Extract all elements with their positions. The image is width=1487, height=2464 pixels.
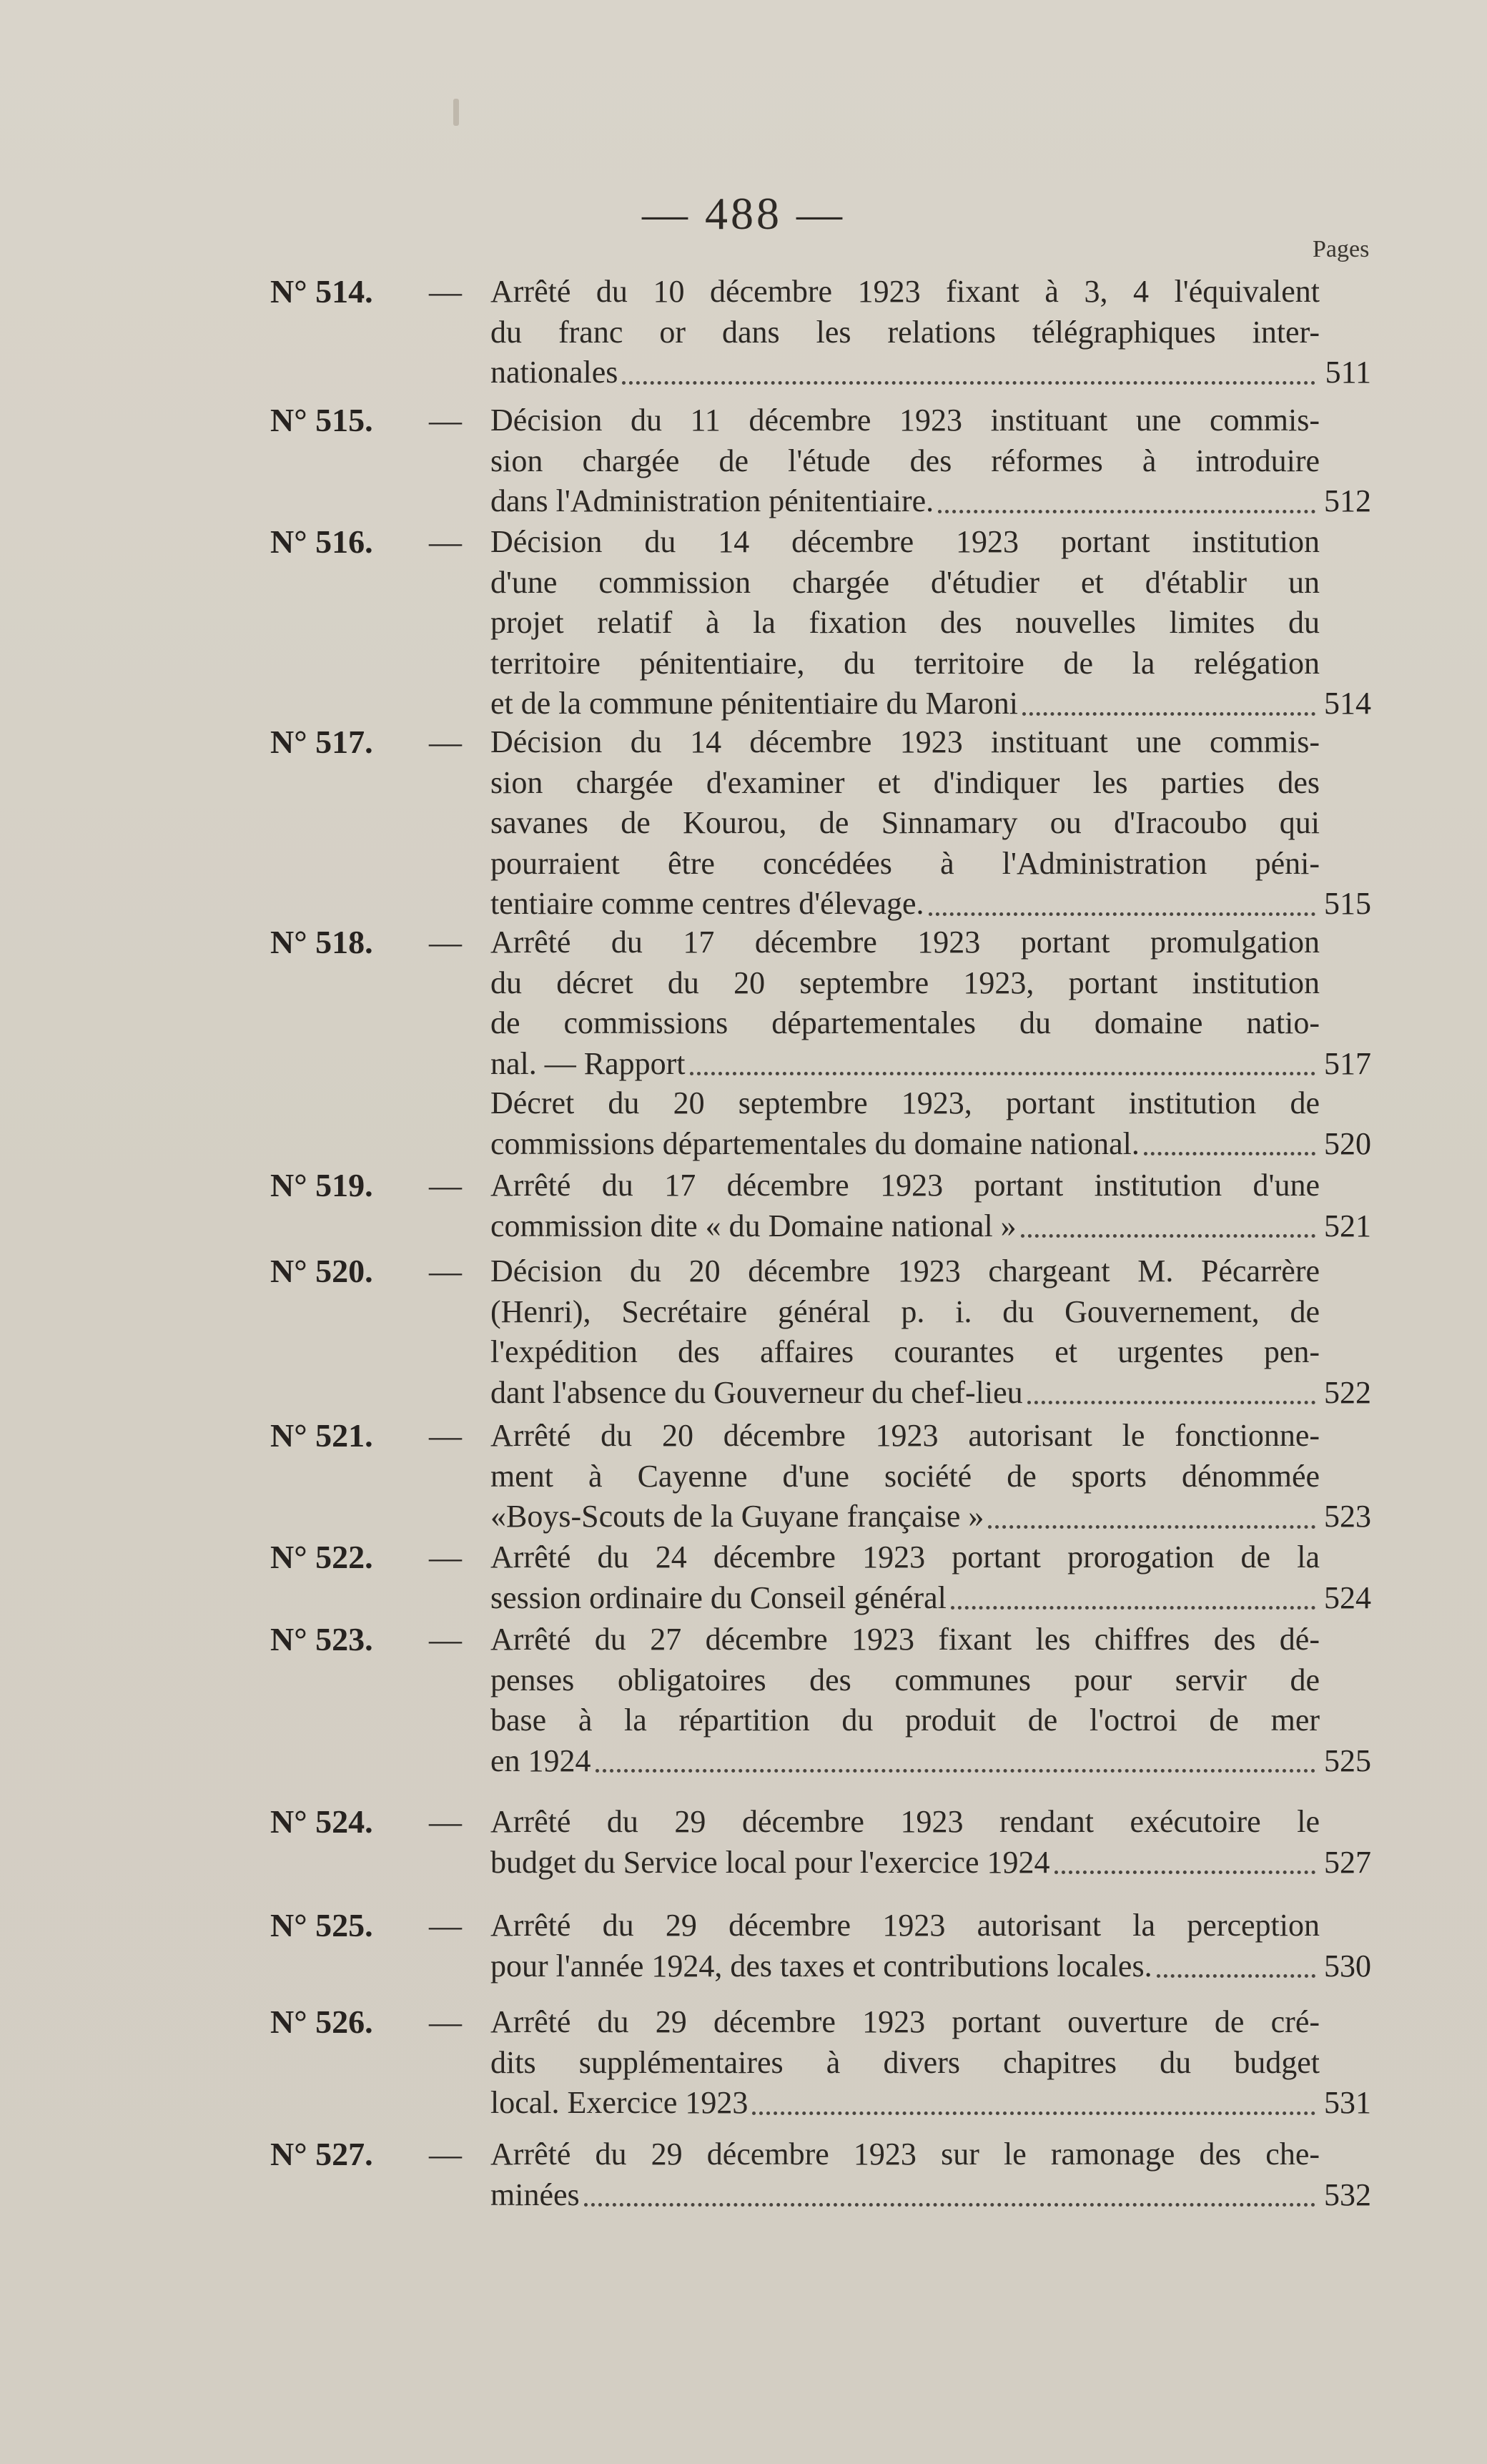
entry-title: [490, 272, 1320, 393]
entry-title-line: territoire pénitentiaire, du territoire de la relégation: [490, 645, 1320, 681]
entry-title-line: sion chargée d'examiner et d'indiquer les parties des: [490, 764, 1320, 800]
entry-title: [490, 922, 1320, 1084]
entry-title-line: ment à Cayenne d'une société de sports dénommée: [490, 1458, 1320, 1494]
entry-page-number: 517: [1324, 1045, 1371, 1081]
entry-title-line: [490, 1044, 1320, 1085]
entry-number: N° 515.: [270, 402, 373, 438]
entry-number: N° 520.: [270, 1253, 373, 1289]
entry-title-text: session ordinaire du Conseil général: [490, 1580, 947, 1615]
entry-title: [490, 1537, 1320, 1618]
dot-leader: [690, 1072, 1315, 1075]
entry-page-number: 520: [1324, 1125, 1371, 1161]
entry-title-line: de commissions départementales du domaine natio-: [490, 1005, 1320, 1040]
entry-title-text: nationales: [490, 355, 618, 390]
entry-number: N° 523.: [270, 1621, 373, 1657]
entry-number: N° 522.: [270, 1539, 373, 1575]
entry-title-line: Arrêté du 20 décembre 1923 autorisant le fonctionne-: [490, 1418, 1320, 1453]
entry-page-number: 512: [1324, 483, 1371, 518]
entry-dash: —: [429, 523, 462, 560]
entry-dash: —: [429, 1167, 462, 1203]
entry-title-line: base à la répartition du produit de l'octroi de mer: [490, 1702, 1320, 1738]
entry-title: [490, 722, 1320, 925]
entry-title-line: [490, 1741, 1320, 1782]
entry-title-line: [490, 884, 1320, 925]
entry-title: [490, 1083, 1320, 1164]
entry-dash: —: [429, 1621, 462, 1657]
entry-title-line: [490, 684, 1320, 724]
entry-title-line: pourraient être concédées à l'Administration péni-: [490, 845, 1320, 881]
dot-leader: [951, 1606, 1315, 1610]
dot-leader: [584, 2203, 1315, 2207]
entry-dash: —: [429, 1803, 462, 1840]
entry-number: N° 519.: [270, 1167, 373, 1203]
entry-number: N° 525.: [270, 1907, 373, 1943]
entry-dash: —: [429, 1417, 462, 1454]
entry-title: [490, 2002, 1320, 2124]
entry-page-number: 523: [1324, 1499, 1371, 1534]
dot-leader: [1021, 1234, 1315, 1238]
dot-leader: [752, 2111, 1315, 2115]
entry-title-line: Arrêté du 29 décembre 1923 sur le ramonage des che-: [490, 2137, 1320, 2172]
entry-page-number: 524: [1324, 1580, 1371, 1615]
entry-title-text: pour l'année 1924, des taxes et contributions locales.: [490, 1948, 1152, 1983]
entry-page-number: 525: [1324, 1743, 1371, 1778]
entry-title-text: et de la commune pénitentiaire du Maroni: [490, 686, 1018, 721]
dot-leader: [1027, 1401, 1315, 1404]
entry-title: [490, 1416, 1320, 1537]
entry-page-number: 532: [1324, 2177, 1371, 2212]
dot-leader: [929, 912, 1315, 916]
entry-title-line: Décision du 20 décembre 1923 chargeant M. Pécarrère: [490, 1253, 1320, 1288]
entry-dash: —: [429, 1907, 462, 1943]
entry-number: N° 526.: [270, 2004, 373, 2040]
entry-title-line: projet relatif à la fixation des nouvelles limites du: [490, 605, 1320, 640]
entry-number: N° 514.: [270, 273, 373, 310]
dot-leader: [1022, 712, 1315, 716]
dot-leader: [938, 510, 1315, 513]
entry-dash: —: [429, 924, 462, 960]
entry-title-line: [490, 1497, 1320, 1537]
entry-title-text: en 1924: [490, 1743, 591, 1778]
entry-title-text: dans l'Administration pénitentiaire.: [490, 483, 934, 518]
entry-title-line: Arrêté du 29 décembre 1923 autorisant la perception: [490, 1908, 1320, 1943]
dot-leader: [1054, 1871, 1315, 1874]
entry-title-text: tentiaire comme centres d'élevage.: [490, 886, 924, 921]
entry-page-number: 521: [1324, 1208, 1371, 1243]
dot-leader: [1144, 1152, 1315, 1155]
entry-title-line: [490, 1206, 1320, 1247]
entry-title: [490, 1166, 1320, 1246]
entry-title: [490, 1802, 1320, 1883]
entry-dash: —: [429, 1253, 462, 1289]
entry-title-line: penses obligatoires des communes pour servir de: [490, 1662, 1320, 1697]
dot-leader: [988, 1525, 1315, 1529]
entry-page-number: 514: [1324, 686, 1371, 721]
entry-number: N° 527.: [270, 2136, 373, 2172]
entry-title-line: [490, 1843, 1320, 1883]
entry-title-line: Décision du 14 décembre 1923 instituant une commis-: [490, 724, 1320, 759]
entry-title: [490, 1620, 1320, 1781]
entry-page-number: 527: [1324, 1844, 1371, 1880]
entry-title-text: commissions départementales du domaine national.: [490, 1125, 1140, 1161]
pages-column-label: Pages: [1313, 236, 1370, 262]
entry-title-line: Arrêté du 10 décembre 1923 fixant à 3, 4 l'équivalent: [490, 274, 1320, 309]
entry-title-line: dits supplémentaires à divers chapitres du budget: [490, 2044, 1320, 2080]
entry-title-line: Arrêté du 29 décembre 1923 rendant exécutoire le: [490, 1804, 1320, 1839]
entry-page-number: 515: [1324, 886, 1371, 921]
entry-title-line: sion chargée de l'étude des réformes à introduire: [490, 443, 1320, 478]
entry-title-text: commission dite « du Domaine national »: [490, 1208, 1017, 1243]
entry-title-line: [490, 1946, 1320, 1987]
entry-title-line: [490, 1124, 1320, 1165]
entry-title-line: du franc or dans les relations télégraphiques inter-: [490, 314, 1320, 350]
entry-dash: —: [429, 2136, 462, 2172]
entry-title-line: du décret du 20 septembre 1923, portant institution: [490, 965, 1320, 1000]
entry-title-text: local. Exercice 1923: [490, 2085, 749, 2120]
entry-title-line: [490, 1373, 1320, 1414]
entry-page-number: 531: [1324, 2085, 1371, 2120]
entry-page-number: 522: [1324, 1374, 1371, 1410]
entry-title: [490, 2134, 1320, 2215]
entry-title: [490, 522, 1320, 724]
entry-title-line: [490, 353, 1320, 393]
entry-title-line: Arrêté du 29 décembre 1923 portant ouverture de cré-: [490, 2004, 1320, 2039]
entry-title-line: [490, 2083, 1320, 2124]
entry-title-line: Décision du 11 décembre 1923 instituant une commis-: [490, 403, 1320, 438]
entry-title-text: minées: [490, 2177, 580, 2212]
entry-title-text: budget du Service local pour l'exercice 1924: [490, 1844, 1050, 1880]
entry-number: N° 521.: [270, 1417, 373, 1454]
entry-title-line: Arrêté du 27 décembre 1923 fixant les chiffres des dé-: [490, 1622, 1320, 1657]
entry-title-line: [490, 2175, 1320, 2216]
entry-dash: —: [429, 402, 462, 438]
entry-title-line: Arrêté du 17 décembre 1923 portant promulgation: [490, 925, 1320, 960]
entry-title-line: l'expédition des affaires courantes et urgentes pen-: [490, 1334, 1320, 1369]
paper-stain: [453, 99, 459, 126]
entry-dash: —: [429, 1539, 462, 1575]
entry-title-line: savanes de Kourou, de Sinnamary ou d'Iracoubo qui: [490, 805, 1320, 840]
entry-title: [490, 400, 1320, 522]
entry-title-text: dant l'absence du Gouverneur du chef-lieu: [490, 1374, 1023, 1410]
entry-page-number: 511: [1325, 355, 1371, 390]
entry-title-line: Arrêté du 17 décembre 1923 portant institution d'une: [490, 1168, 1320, 1203]
dot-leader: [622, 381, 1315, 385]
entry-dash: —: [429, 273, 462, 310]
entry-dash: —: [429, 724, 462, 760]
entry-title-line: Arrêté du 24 décembre 1923 portant prorogation de la: [490, 1539, 1320, 1575]
entry-dash: —: [429, 2004, 462, 2040]
entry-title-line: (Henri), Secrétaire général p. i. du Gouvernement, de: [490, 1293, 1320, 1329]
entry-title-line: d'une commission chargée d'étudier et d'établir un: [490, 564, 1320, 600]
entry-title-text: nal. — Rapport: [490, 1045, 686, 1081]
entry-number: N° 524.: [270, 1803, 373, 1840]
entry-page-number: 530: [1324, 1948, 1371, 1983]
entry-title-text: «Boys-Scouts de la Guyane française »: [490, 1499, 984, 1534]
entry-number: N° 518.: [270, 924, 373, 960]
entry-title-line: Décision du 14 décembre 1923 portant institution: [490, 524, 1320, 559]
entry-number: N° 517.: [270, 724, 373, 760]
entry-title-line: [490, 1578, 1320, 1619]
page-number: — 488 —: [642, 188, 845, 239]
entry-number: N° 516.: [270, 523, 373, 560]
entry-title-line: Décret du 20 septembre 1923, portant institution de: [490, 1085, 1320, 1120]
dot-leader: [1157, 1974, 1315, 1978]
entry-title: [490, 1251, 1320, 1413]
entry-title-line: [490, 481, 1320, 522]
entry-title: [490, 1906, 1320, 1986]
dot-leader: [596, 1769, 1315, 1773]
